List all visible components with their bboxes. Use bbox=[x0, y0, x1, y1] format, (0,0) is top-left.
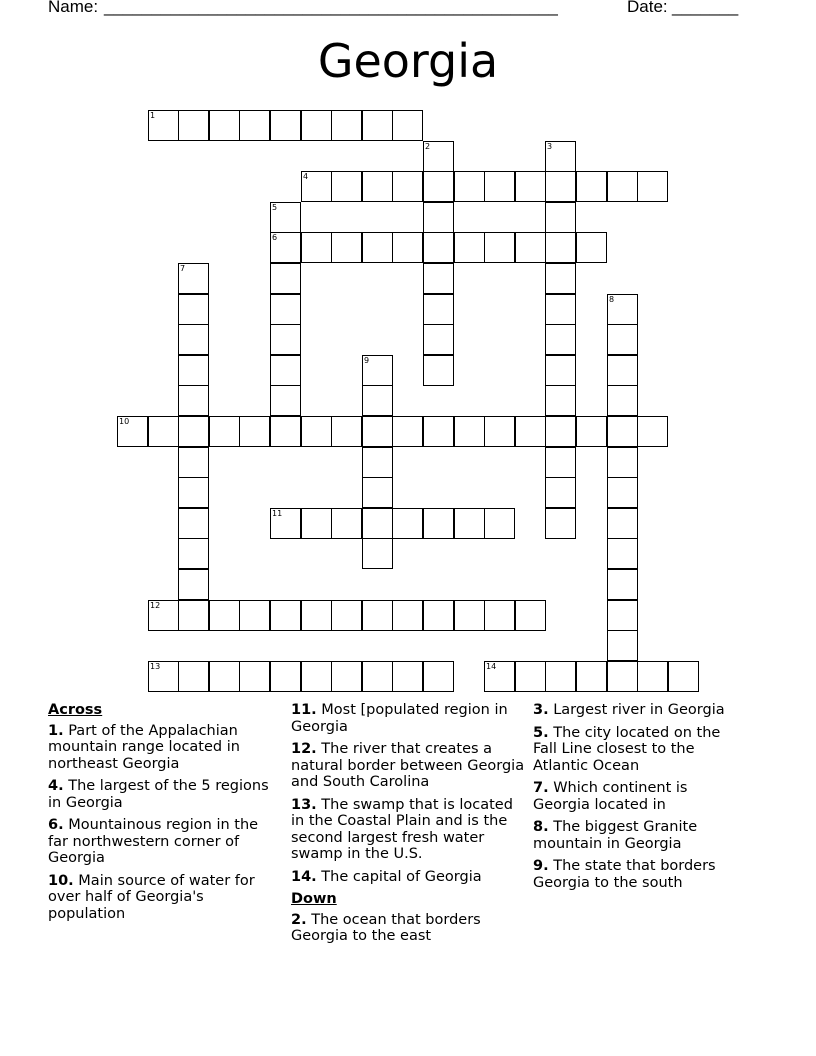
cell-number: 6 bbox=[272, 233, 278, 242]
clue-number: 3. bbox=[533, 702, 549, 718]
clue-number: 10. bbox=[48, 872, 74, 889]
clue-number: 14. bbox=[291, 868, 317, 885]
grid-cell[interactable] bbox=[301, 416, 332, 447]
grid-cell[interactable] bbox=[545, 202, 576, 233]
grid-cell[interactable] bbox=[301, 171, 332, 202]
grid-cell[interactable] bbox=[331, 600, 362, 631]
grid-cell[interactable] bbox=[362, 385, 393, 416]
clue-number: 12. bbox=[291, 741, 317, 757]
grid-cell[interactable] bbox=[515, 171, 546, 202]
grid-cell[interactable] bbox=[515, 416, 546, 447]
grid-cell[interactable] bbox=[423, 661, 454, 692]
page-title: Georgia bbox=[317, 34, 499, 88]
grid-cell[interactable] bbox=[607, 447, 638, 478]
grid-cell[interactable] bbox=[392, 508, 423, 539]
cell-number: 13 bbox=[150, 662, 161, 671]
grid-cell[interactable] bbox=[484, 508, 515, 539]
cell-number: 3 bbox=[547, 142, 553, 151]
date-field[interactable]: _______ bbox=[672, 0, 739, 16]
grid-cell[interactable] bbox=[545, 355, 576, 386]
grid-cell[interactable] bbox=[484, 661, 515, 692]
grid-cell[interactable] bbox=[239, 416, 270, 447]
grid-cell[interactable] bbox=[423, 416, 454, 447]
clue-across-10 bbox=[48, 873, 273, 923]
grid-cell[interactable] bbox=[637, 661, 668, 692]
grid-cell[interactable] bbox=[545, 232, 576, 263]
clue-across-13 bbox=[291, 797, 526, 863]
grid-cell[interactable] bbox=[607, 600, 638, 631]
grid-cell[interactable] bbox=[392, 416, 423, 447]
grid-cell[interactable] bbox=[270, 416, 301, 447]
cell-number: 11 bbox=[272, 509, 283, 518]
grid-cell[interactable] bbox=[362, 416, 393, 447]
grid-cell[interactable] bbox=[637, 171, 668, 202]
grid-cell[interactable] bbox=[270, 232, 301, 263]
grid-cell[interactable] bbox=[178, 661, 209, 692]
clues-column-1 bbox=[48, 702, 273, 928]
grid-cell[interactable] bbox=[545, 447, 576, 478]
grid-cell[interactable] bbox=[545, 508, 576, 539]
grid-cell[interactable] bbox=[637, 416, 668, 447]
grid-cell[interactable] bbox=[545, 661, 576, 692]
grid-cell[interactable] bbox=[423, 202, 454, 233]
grid-cell[interactable] bbox=[545, 171, 576, 202]
grid-cell[interactable] bbox=[392, 600, 423, 631]
grid-cell[interactable] bbox=[148, 600, 179, 631]
grid-cell[interactable] bbox=[209, 600, 240, 631]
grid-cell[interactable] bbox=[545, 141, 576, 172]
grid-cell[interactable] bbox=[515, 600, 546, 631]
clues-column-2 bbox=[291, 702, 526, 951]
clue-text: Part of the Appalachian mountain range located in northeast Georgia bbox=[48, 722, 240, 772]
clue-text: The swamp that is located in the Coastal Plain and is the second largest fresh water swamp in the U.S. bbox=[291, 796, 513, 862]
grid-cell[interactable] bbox=[576, 171, 607, 202]
cell-number: 8 bbox=[609, 295, 615, 304]
grid-cell[interactable] bbox=[331, 416, 362, 447]
grid-cell[interactable] bbox=[423, 355, 454, 386]
grid-cell[interactable] bbox=[301, 600, 332, 631]
grid-cell[interactable] bbox=[515, 661, 546, 692]
clue-text: The river that creates a natural border between Georgia and South Carolina bbox=[291, 741, 525, 790]
grid-cell[interactable] bbox=[423, 508, 454, 539]
grid-cell[interactable] bbox=[362, 232, 393, 263]
clue-down-5 bbox=[533, 725, 748, 775]
grid-cell[interactable] bbox=[270, 324, 301, 355]
clue-text: The ocean that borders Georgia to the east bbox=[291, 911, 481, 944]
grid-cell[interactable] bbox=[178, 324, 209, 355]
clue-across-14 bbox=[291, 869, 526, 886]
grid-cell[interactable] bbox=[178, 110, 209, 141]
grid-cell[interactable] bbox=[270, 355, 301, 386]
grid-cell[interactable] bbox=[270, 294, 301, 325]
grid-cell[interactable] bbox=[423, 263, 454, 294]
clue-down-7 bbox=[533, 780, 748, 813]
grid-cell[interactable] bbox=[454, 416, 485, 447]
clue-text: Which continent is Georgia located in bbox=[533, 780, 688, 813]
grid-cell[interactable] bbox=[392, 171, 423, 202]
grid-cell[interactable] bbox=[545, 294, 576, 325]
grid-cell[interactable] bbox=[454, 171, 485, 202]
clue-text: The state that borders Georgia to the south bbox=[533, 858, 716, 891]
cell-number: 10 bbox=[119, 417, 130, 426]
grid-cell[interactable] bbox=[362, 171, 393, 202]
grid-cell[interactable] bbox=[362, 661, 393, 692]
grid-cell[interactable] bbox=[270, 600, 301, 631]
down-heading: Down bbox=[291, 891, 337, 907]
grid-cell[interactable] bbox=[362, 355, 393, 386]
grid-cell[interactable] bbox=[423, 324, 454, 355]
grid-cell[interactable] bbox=[209, 661, 240, 692]
grid-cell[interactable] bbox=[362, 447, 393, 478]
grid-cell[interactable] bbox=[607, 294, 638, 325]
cell-number: 12 bbox=[150, 601, 161, 610]
clue-text: Mountainous region in the far northwestern corner of Georgia bbox=[48, 817, 259, 866]
grid-cell[interactable] bbox=[148, 661, 179, 692]
clue-across-4 bbox=[48, 778, 273, 811]
grid-cell[interactable] bbox=[331, 171, 362, 202]
grid-cell[interactable] bbox=[607, 538, 638, 569]
clue-text: The largest of the 5 regions in Georgia bbox=[48, 778, 269, 811]
clue-number: 7. bbox=[533, 780, 549, 796]
grid-cell[interactable] bbox=[362, 508, 393, 539]
grid-cell[interactable] bbox=[178, 385, 209, 416]
grid-cell[interactable] bbox=[270, 110, 301, 141]
across-heading: Across bbox=[48, 702, 103, 718]
grid-cell[interactable] bbox=[423, 232, 454, 263]
grid-cell[interactable] bbox=[178, 416, 209, 447]
clue-across-1 bbox=[48, 723, 273, 773]
grid-cell[interactable] bbox=[423, 294, 454, 325]
grid-cell[interactable] bbox=[607, 171, 638, 202]
clue-number: 5. bbox=[533, 724, 549, 741]
grid-cell[interactable] bbox=[270, 661, 301, 692]
grid-cell[interactable] bbox=[178, 263, 209, 294]
grid-cell[interactable] bbox=[545, 324, 576, 355]
grid-cell[interactable] bbox=[178, 294, 209, 325]
grid-cell[interactable] bbox=[423, 171, 454, 202]
date-label: Date: bbox=[627, 0, 668, 16]
clue-text: Main source of water for over half of Georgia's population bbox=[48, 872, 255, 922]
grid-cell[interactable] bbox=[239, 600, 270, 631]
clue-number: 6. bbox=[48, 817, 64, 833]
clue-number: 4. bbox=[48, 778, 64, 794]
grid-cell[interactable] bbox=[545, 477, 576, 508]
clue-text: The biggest Granite mountain in Georgia bbox=[533, 819, 698, 852]
grid-cell[interactable] bbox=[607, 324, 638, 355]
grid-cell[interactable] bbox=[148, 110, 179, 141]
clue-text: The city located on the Fall Line closest to the Atlantic Ocean bbox=[533, 724, 721, 774]
grid-cell[interactable] bbox=[117, 416, 148, 447]
grid-cell[interactable] bbox=[270, 385, 301, 416]
cell-number: 5 bbox=[272, 203, 278, 212]
grid-cell[interactable] bbox=[178, 538, 209, 569]
grid-cell[interactable] bbox=[454, 508, 485, 539]
grid-cell[interactable] bbox=[454, 600, 485, 631]
grid-cell[interactable] bbox=[484, 600, 515, 631]
name-label: Name: bbox=[48, 0, 99, 16]
grid-cell[interactable] bbox=[423, 600, 454, 631]
clue-down-8 bbox=[533, 819, 748, 852]
grid-cell[interactable] bbox=[392, 232, 423, 263]
grid-cell[interactable] bbox=[392, 661, 423, 692]
grid-cell[interactable] bbox=[392, 110, 423, 141]
clue-number: 9. bbox=[533, 858, 549, 874]
grid-cell[interactable] bbox=[668, 661, 699, 692]
clue-down-3 bbox=[533, 702, 748, 719]
grid-cell[interactable] bbox=[454, 232, 485, 263]
grid-cell[interactable] bbox=[178, 477, 209, 508]
grid-cell[interactable] bbox=[484, 171, 515, 202]
cell-number: 2 bbox=[425, 142, 431, 151]
clue-number: 1. bbox=[48, 722, 64, 739]
grid-cell[interactable] bbox=[362, 538, 393, 569]
clue-number: 2. bbox=[291, 911, 307, 928]
grid-cell[interactable] bbox=[423, 141, 454, 172]
grid-cell[interactable] bbox=[178, 355, 209, 386]
grid-cell[interactable] bbox=[178, 508, 209, 539]
grid-cell[interactable] bbox=[545, 263, 576, 294]
clue-down-9 bbox=[533, 858, 748, 891]
grid-cell[interactable] bbox=[239, 661, 270, 692]
grid-cell[interactable] bbox=[607, 355, 638, 386]
clue-across-6 bbox=[48, 817, 273, 867]
clue-number: 8. bbox=[533, 819, 549, 835]
grid-cell[interactable] bbox=[301, 110, 332, 141]
grid-cell[interactable] bbox=[362, 477, 393, 508]
grid-cell[interactable] bbox=[607, 416, 638, 447]
grid-cell[interactable] bbox=[178, 447, 209, 478]
clue-number: 11. bbox=[291, 702, 317, 718]
clue-number: 13. bbox=[291, 796, 317, 813]
grid-cell[interactable] bbox=[331, 661, 362, 692]
cell-number: 14 bbox=[486, 662, 497, 671]
grid-cell[interactable] bbox=[607, 630, 638, 661]
cell-number: 1 bbox=[150, 111, 156, 120]
grid-cell[interactable] bbox=[178, 569, 209, 600]
grid-cell[interactable] bbox=[607, 508, 638, 539]
grid-cell[interactable] bbox=[178, 600, 209, 631]
grid-cell[interactable] bbox=[515, 232, 546, 263]
clue-down-2 bbox=[291, 912, 526, 945]
grid-cell[interactable] bbox=[301, 508, 332, 539]
grid-cell[interactable] bbox=[607, 477, 638, 508]
grid-cell[interactable] bbox=[545, 385, 576, 416]
grid-cell[interactable] bbox=[576, 661, 607, 692]
grid-cell[interactable] bbox=[301, 661, 332, 692]
grid-cell[interactable] bbox=[301, 232, 332, 263]
name-field[interactable]: ________________________________________________ bbox=[104, 0, 558, 16]
grid-cell[interactable] bbox=[270, 263, 301, 294]
grid-cell[interactable] bbox=[576, 232, 607, 263]
grid-cell[interactable] bbox=[239, 110, 270, 141]
clue-across-11 bbox=[291, 702, 526, 735]
grid-cell[interactable] bbox=[270, 202, 301, 233]
grid-cell[interactable] bbox=[484, 416, 515, 447]
grid-cell[interactable] bbox=[545, 416, 576, 447]
clue-text: Largest river in Georgia bbox=[553, 702, 725, 718]
grid-cell[interactable] bbox=[209, 416, 240, 447]
grid-cell[interactable] bbox=[148, 416, 179, 447]
cell-number: 7 bbox=[180, 264, 186, 273]
grid-cell[interactable] bbox=[484, 232, 515, 263]
grid-cell[interactable] bbox=[607, 385, 638, 416]
clue-text: The capital of Georgia bbox=[321, 868, 482, 885]
cell-number: 4 bbox=[303, 172, 309, 181]
clue-text: Most [populated region in Georgia bbox=[291, 702, 508, 735]
grid-cell[interactable] bbox=[331, 508, 362, 539]
grid-cell[interactable] bbox=[607, 661, 638, 692]
grid-cell[interactable] bbox=[362, 110, 393, 141]
grid-cell[interactable] bbox=[607, 569, 638, 600]
grid-cell[interactable] bbox=[270, 508, 301, 539]
grid-cell[interactable] bbox=[362, 600, 393, 631]
grid-cell[interactable] bbox=[331, 232, 362, 263]
grid-cell[interactable] bbox=[331, 110, 362, 141]
clues-column-3 bbox=[533, 702, 748, 897]
clue-across-12 bbox=[291, 741, 526, 791]
grid-cell[interactable] bbox=[209, 110, 240, 141]
grid-cell[interactable] bbox=[576, 416, 607, 447]
cell-number: 9 bbox=[364, 356, 370, 365]
